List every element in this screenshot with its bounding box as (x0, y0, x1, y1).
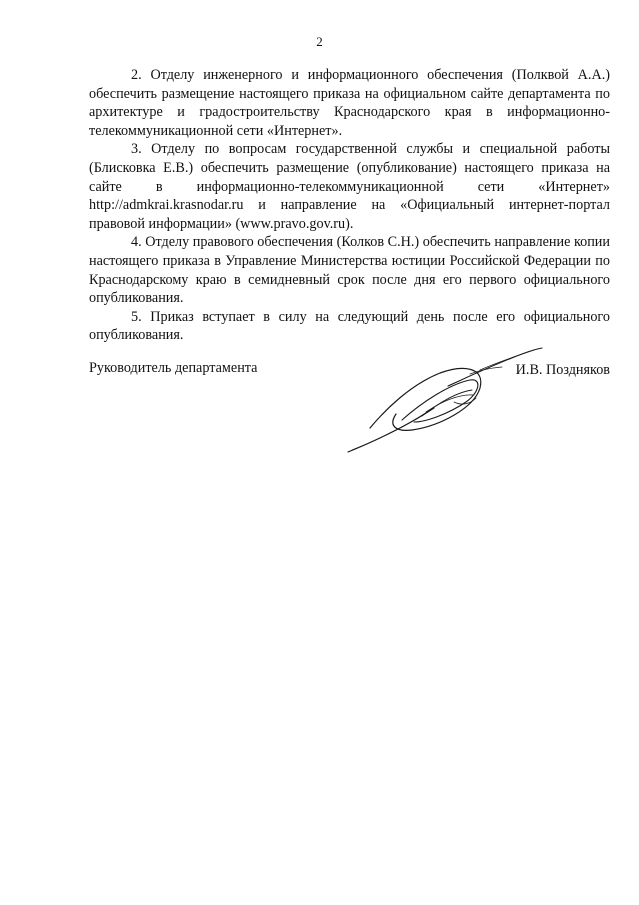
signer-position: Руководитель департамента (89, 360, 258, 376)
page-number: 2 (316, 34, 323, 49)
paragraph-4: 4. Отделу правового обеспечения (Колков С.Н.) обеспечить направление копии настоящего приказа в Управление Министерства юстиции Российской Федерации по Краснодарскому краю в семидневный срок после дня его первого официального опубликования. (89, 234, 610, 307)
paragraph-5: 5. Приказ вступает в силу на следующий день после его официального опубликования. (89, 308, 610, 344)
signer-name: И.В. Поздняков (515, 362, 610, 378)
paragraph-3: 3. Отделу по вопросам государственной службы и специальной работы (Блисковка Е.В.) обеспечить размещение (опубликование) настоящего приказа на сайте в информационно-телекоммуникационной сети «Интернет» http://admkrai.krasnodar.ru и направление на «Официальный интернет-портал правовой информации» (www.pravo.gov.ru). (89, 141, 610, 232)
document-body (89, 66, 610, 345)
paragraph-2: 2. Отделу инженерного и информационного обеспечения (Полквой А.А.) обеспечить размещение настоящего приказа на официальном сайте департамента по архитектуре и градостроительству Краснодарского края в информационно-телекоммуникационной сети «Интернет». (89, 67, 610, 139)
handwritten-signature (330, 340, 550, 460)
